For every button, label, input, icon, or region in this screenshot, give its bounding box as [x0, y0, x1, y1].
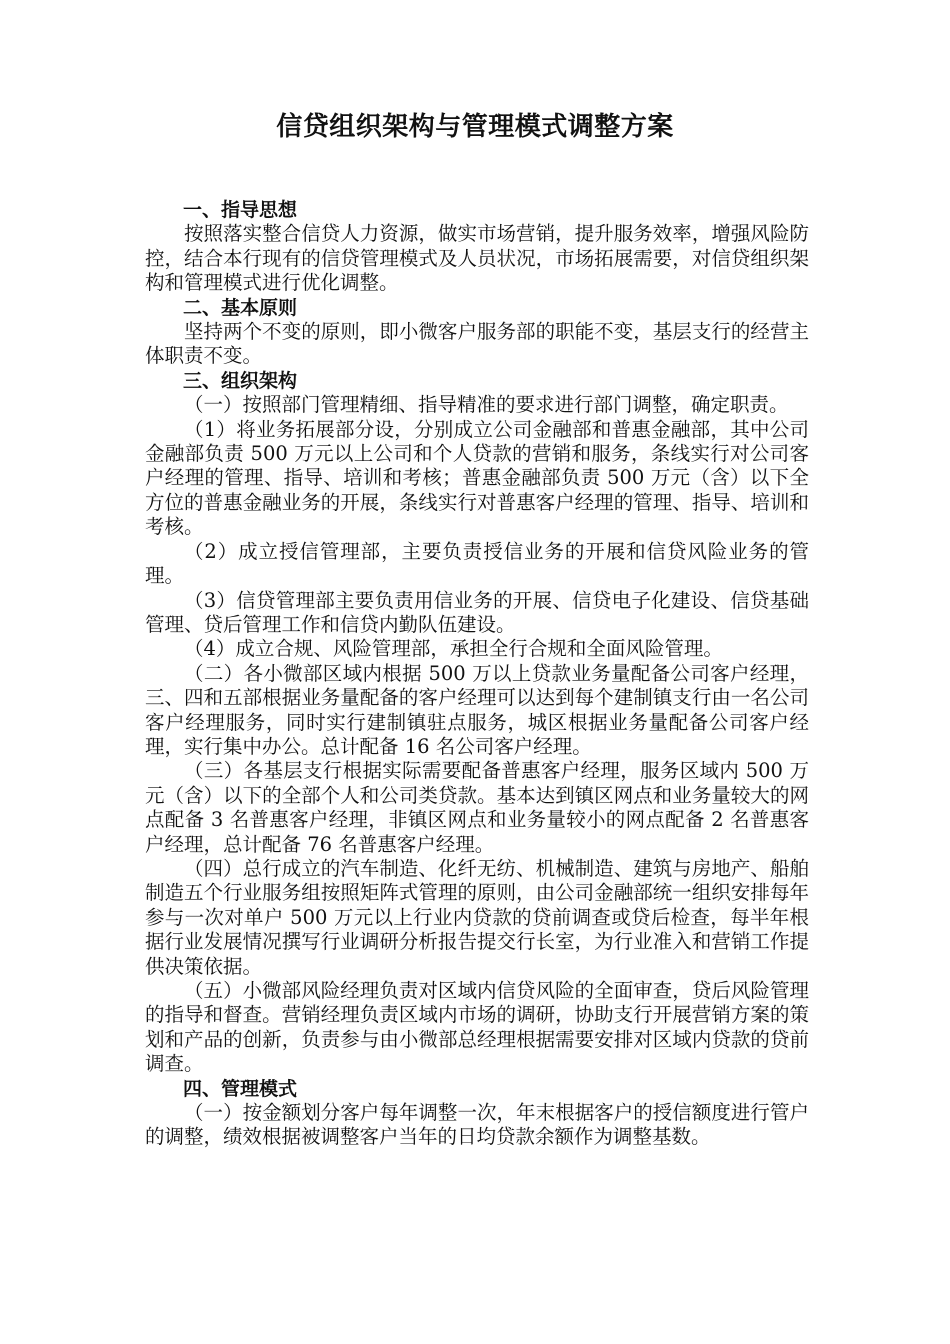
- paragraph: （二）各小微部区域内根据 500 万以上贷款业务量配备公司客户经理，三、四和五部根据业务量配备的客户经理可以达到每个建制镇支行由一名公司客户经理服务，同时实行建制镇驻点服务，城区根据业务量配备公司客户经理，实行集中办公。总计配备 16 名公司客户经理。: [145, 661, 809, 758]
- section-heading: 四、管理模式: [183, 1077, 298, 1100]
- paragraph: （四）总行成立的汽车制造、化纤无纺、机械制造、建筑与房地产、船舶制造五个行业服务组按照矩阵式管理的原则，由公司金融部统一组织安排每年参与一次对单户 500 万元以上行业内贷款的贷前调查或贷后检查，每半年根据行业发展情况撰写行业调研分析报告提交行长室，为行业准入和营销工作提供决策依据。: [145, 856, 809, 978]
- paragraph: 坚持两个不变的原则，即小微客户服务部的职能不变，基层支行的经营主体职责不变。: [145, 320, 809, 368]
- paragraph: （一）按照部门管理精细、指导精准的要求进行部门调整，确定职责。: [184, 393, 789, 417]
- paragraph: （3）信贷管理部主要负责用信业务的开展、信贷电子化建设、信贷基础管理、贷后管理工作和信贷内勤队伍建设。: [145, 588, 809, 636]
- paragraph: （1）将业务拓展部分设，分别成立公司金融部和普惠金融部，其中公司金融部负责 500 万元以上公司和个人贷款的营销和服务，条线实行对公司客户经理的管理、指导、培训和考核；普惠金融部负责 500 万元（含）以下全方位的普惠金融业务的开展，条线实行对普惠客户经理的管理、指导、培训和考核。: [145, 417, 809, 539]
- section-heading: 一、指导思想: [183, 199, 298, 221]
- paragraph: （三）各基层支行根据实际需要配备普惠客户经理，服务区域内 500 万元（含）以下的全部个人和公司类贷款。基本达到镇区网点和业务量较大的网点配备 3 名普惠客户经理，非镇区网点和业务量较小的网点配备 2 名普惠客户经理，总计配备 76 名普惠客户经理。: [145, 759, 809, 856]
- paragraph: （五）小微部风险经理负责对区域内信贷风险的全面审查，贷后风险管理的指导和督查。营销经理负责区域内市场的调研，协助支行开展营销方案的策划和产品的创新，负责参与由小微部总经理根据需要安排对区域内贷款的贷前调查。: [145, 979, 809, 1076]
- section-heading: 三、组织架构: [183, 369, 298, 392]
- paragraph: （4）成立合规、风险管理部，承担全行合规和全面风险管理。: [184, 637, 723, 661]
- document-title: 信贷组织架构与管理模式调整方案: [276, 112, 674, 142]
- document-body: [145, 198, 809, 1150]
- section-heading: 二、基本原则: [183, 296, 298, 319]
- paragraph: （2）成立授信管理部，主要负责授信业务的开展和信贷风险业务的管理。: [145, 539, 809, 588]
- paragraph: 按照落实整合信贷人力资源，做实市场营销，提升服务效率，增强风险防控，结合本行现有的信贷管理模式及人员状况，市场拓展需要，对信贷组织架构和管理模式进行优化调整。: [145, 222, 809, 295]
- paragraph: （一）按金额划分客户每年调整一次，年末根据客户的授信额度进行管户的调整，绩效根据被调整客户当年的日均贷款余额作为调整基数。: [145, 1101, 809, 1149]
